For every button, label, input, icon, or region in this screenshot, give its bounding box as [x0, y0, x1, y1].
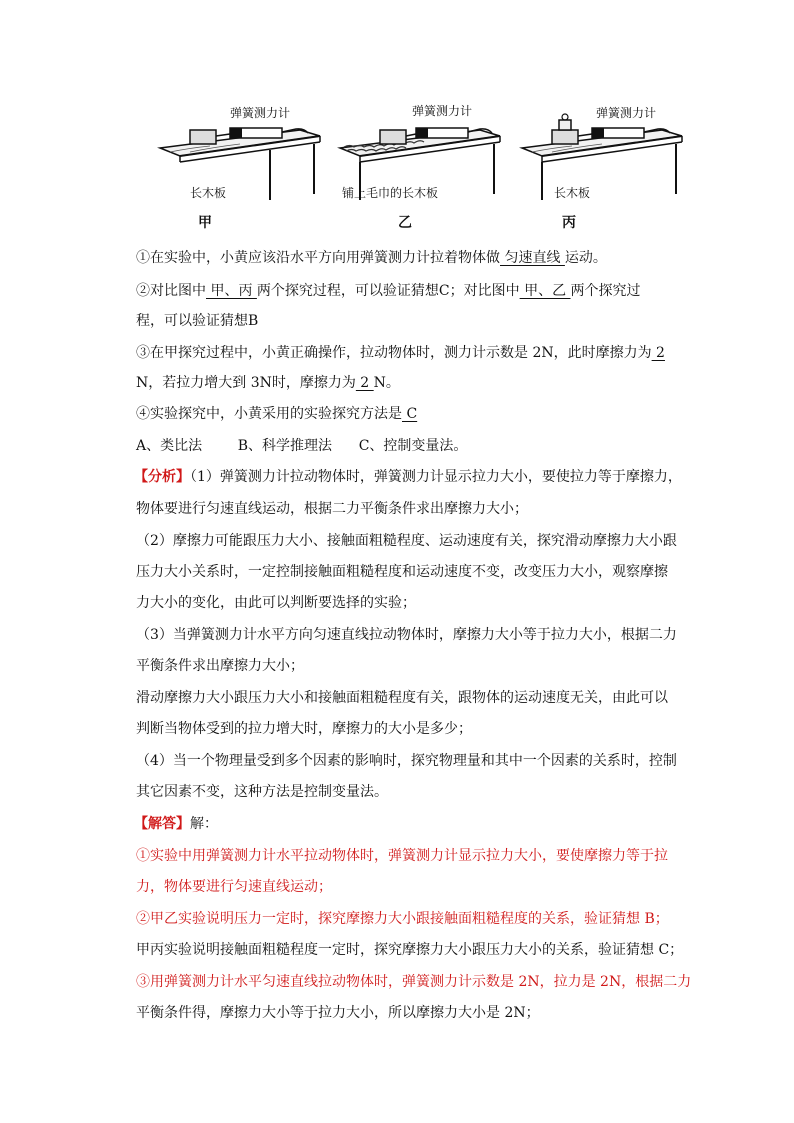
question-text: ④实验探究中，小黄采用的实验探究方法是 — [136, 406, 402, 422]
analysis-line-7: 平衡条件求出摩擦力大小； — [136, 658, 304, 674]
answer-line-1: ①实验中用弹簧测力计水平拉动物体时，弹簧测力计显示拉力大小，要使摩擦力等于拉 — [136, 848, 668, 864]
analysis-line-8: 滑动摩擦力大小跟压力大小和接触面粗糙程度有关，跟物体的运动速度无关，由此可以 — [136, 690, 668, 706]
answer-blank: C — [402, 406, 418, 422]
answer-blank: 2 — [651, 345, 665, 361]
answer-line-3: ②甲乙实验说明压力一定时，探究摩擦力大小跟接触面粗糙程度的关系，验证猜想 B； — [136, 911, 669, 927]
question-2-line-2: 程，可以验证猜想B — [136, 313, 259, 329]
board-label: 长木板 — [190, 186, 227, 200]
analysis-tag: 【分析】 — [134, 469, 190, 485]
analysis-line-4: 压力大小关系时，一定控制接触面粗糙程度和运动速度不变，改变压力大小，观察摩擦 — [136, 564, 668, 580]
analysis-line-1 — [134, 467, 682, 487]
answer-line-4: 甲丙实验说明接触面粗糙程度一定时，探究摩擦力大小跟压力大小的关系，验证猜想 C； — [136, 942, 684, 958]
figure-name: 乙 — [398, 215, 412, 231]
analysis-line-2: 物体要进行匀速直线运动，根据二力平衡条件求出摩擦力大小； — [136, 501, 528, 517]
board-label: 铺上毛巾的长木板 — [342, 186, 439, 200]
options: A、类比法 B、科学推理法 C、控制变量法。 — [136, 438, 468, 454]
analysis-line-10: （4）当一个物理量受到多个因素的影响时，探究物理量和其中一个因素的关系时，控制 — [136, 753, 677, 769]
board-label: 长木板 — [554, 186, 591, 200]
figure-bing — [512, 100, 692, 240]
analysis-line-11: 其它因素不变，这种方法是控制变量法。 — [136, 784, 388, 800]
question-4 — [136, 404, 417, 424]
question-3-line-2 — [136, 373, 400, 393]
question-text: N，若拉力增大到 3N时，摩擦力为 — [136, 375, 356, 391]
answer-text: 解： — [190, 816, 218, 832]
question-text: ①在实验中，小黄应该沿水平方向用弹簧测力计拉着物体做 — [136, 250, 500, 266]
question-text: 两个探究过程，可以验证猜想C；对比图中 — [256, 283, 520, 299]
question-1 — [136, 248, 607, 268]
question-text: 运动。 — [564, 250, 607, 266]
answer-blank: 匀速直线 — [500, 250, 565, 266]
question-text: 两个探究过 — [570, 283, 641, 299]
spring-label: 弹簧测力计 — [596, 106, 657, 120]
answer-header — [134, 814, 218, 834]
figure-name: 丙 — [562, 215, 576, 231]
answer-blank: 甲、乙 — [519, 283, 571, 299]
figure-name: 甲 — [198, 215, 212, 231]
spring-label: 弹簧测力计 — [412, 104, 473, 118]
figure-jia — [150, 100, 330, 240]
analysis-line-5: 力大小的变化，由此可以判断要选择的实验； — [136, 595, 416, 611]
question-text: ②对比图中 — [136, 283, 206, 299]
answer-tag: 【解答】 — [134, 816, 190, 832]
figure-yi — [330, 100, 510, 240]
question-3-line-1 — [136, 343, 665, 363]
analysis-text: （1）弹簧测力计拉动物体时，弹簧测力计显示拉力大小，要使拉力等于摩擦力， — [190, 469, 682, 485]
question-text: ③在甲探究过程中，小黄正确操作，拉动物体时，测力计示数是 2N，此时摩擦力为 — [136, 345, 652, 361]
experiment-figures — [150, 100, 710, 240]
analysis-line-3: （2）摩擦力可能跟压力大小、接触面粗糙程度、运动速度有关，探究滑动摩擦力大小跟 — [136, 533, 677, 549]
analysis-line-9: 判断当物体受到的拉力增大时，摩擦力的大小是多少； — [136, 721, 472, 737]
question-2-line-1 — [136, 281, 641, 301]
question-text: N。 — [373, 375, 400, 391]
answer-line-2: 力，物体要进行匀速直线运动； — [136, 879, 332, 895]
answer-blank: 甲、丙 — [206, 283, 257, 299]
answer-blank: 2 — [355, 375, 374, 391]
answer-line-5: ③用弹簧测力计水平匀速直线拉动物体时，弹簧测力计示数是 2N，拉力是 2N，根据二力 — [136, 974, 692, 990]
answer-line-6: 平衡条件得，摩擦力大小等于拉力大小，所以摩擦力大小是 2N； — [136, 1005, 540, 1021]
spring-label: 弹簧测力计 — [230, 106, 291, 120]
analysis-line-6: （3）当弹簧测力计水平方向匀速直线拉动物体时，摩擦力大小等于拉力大小，根据二力 — [136, 627, 677, 643]
